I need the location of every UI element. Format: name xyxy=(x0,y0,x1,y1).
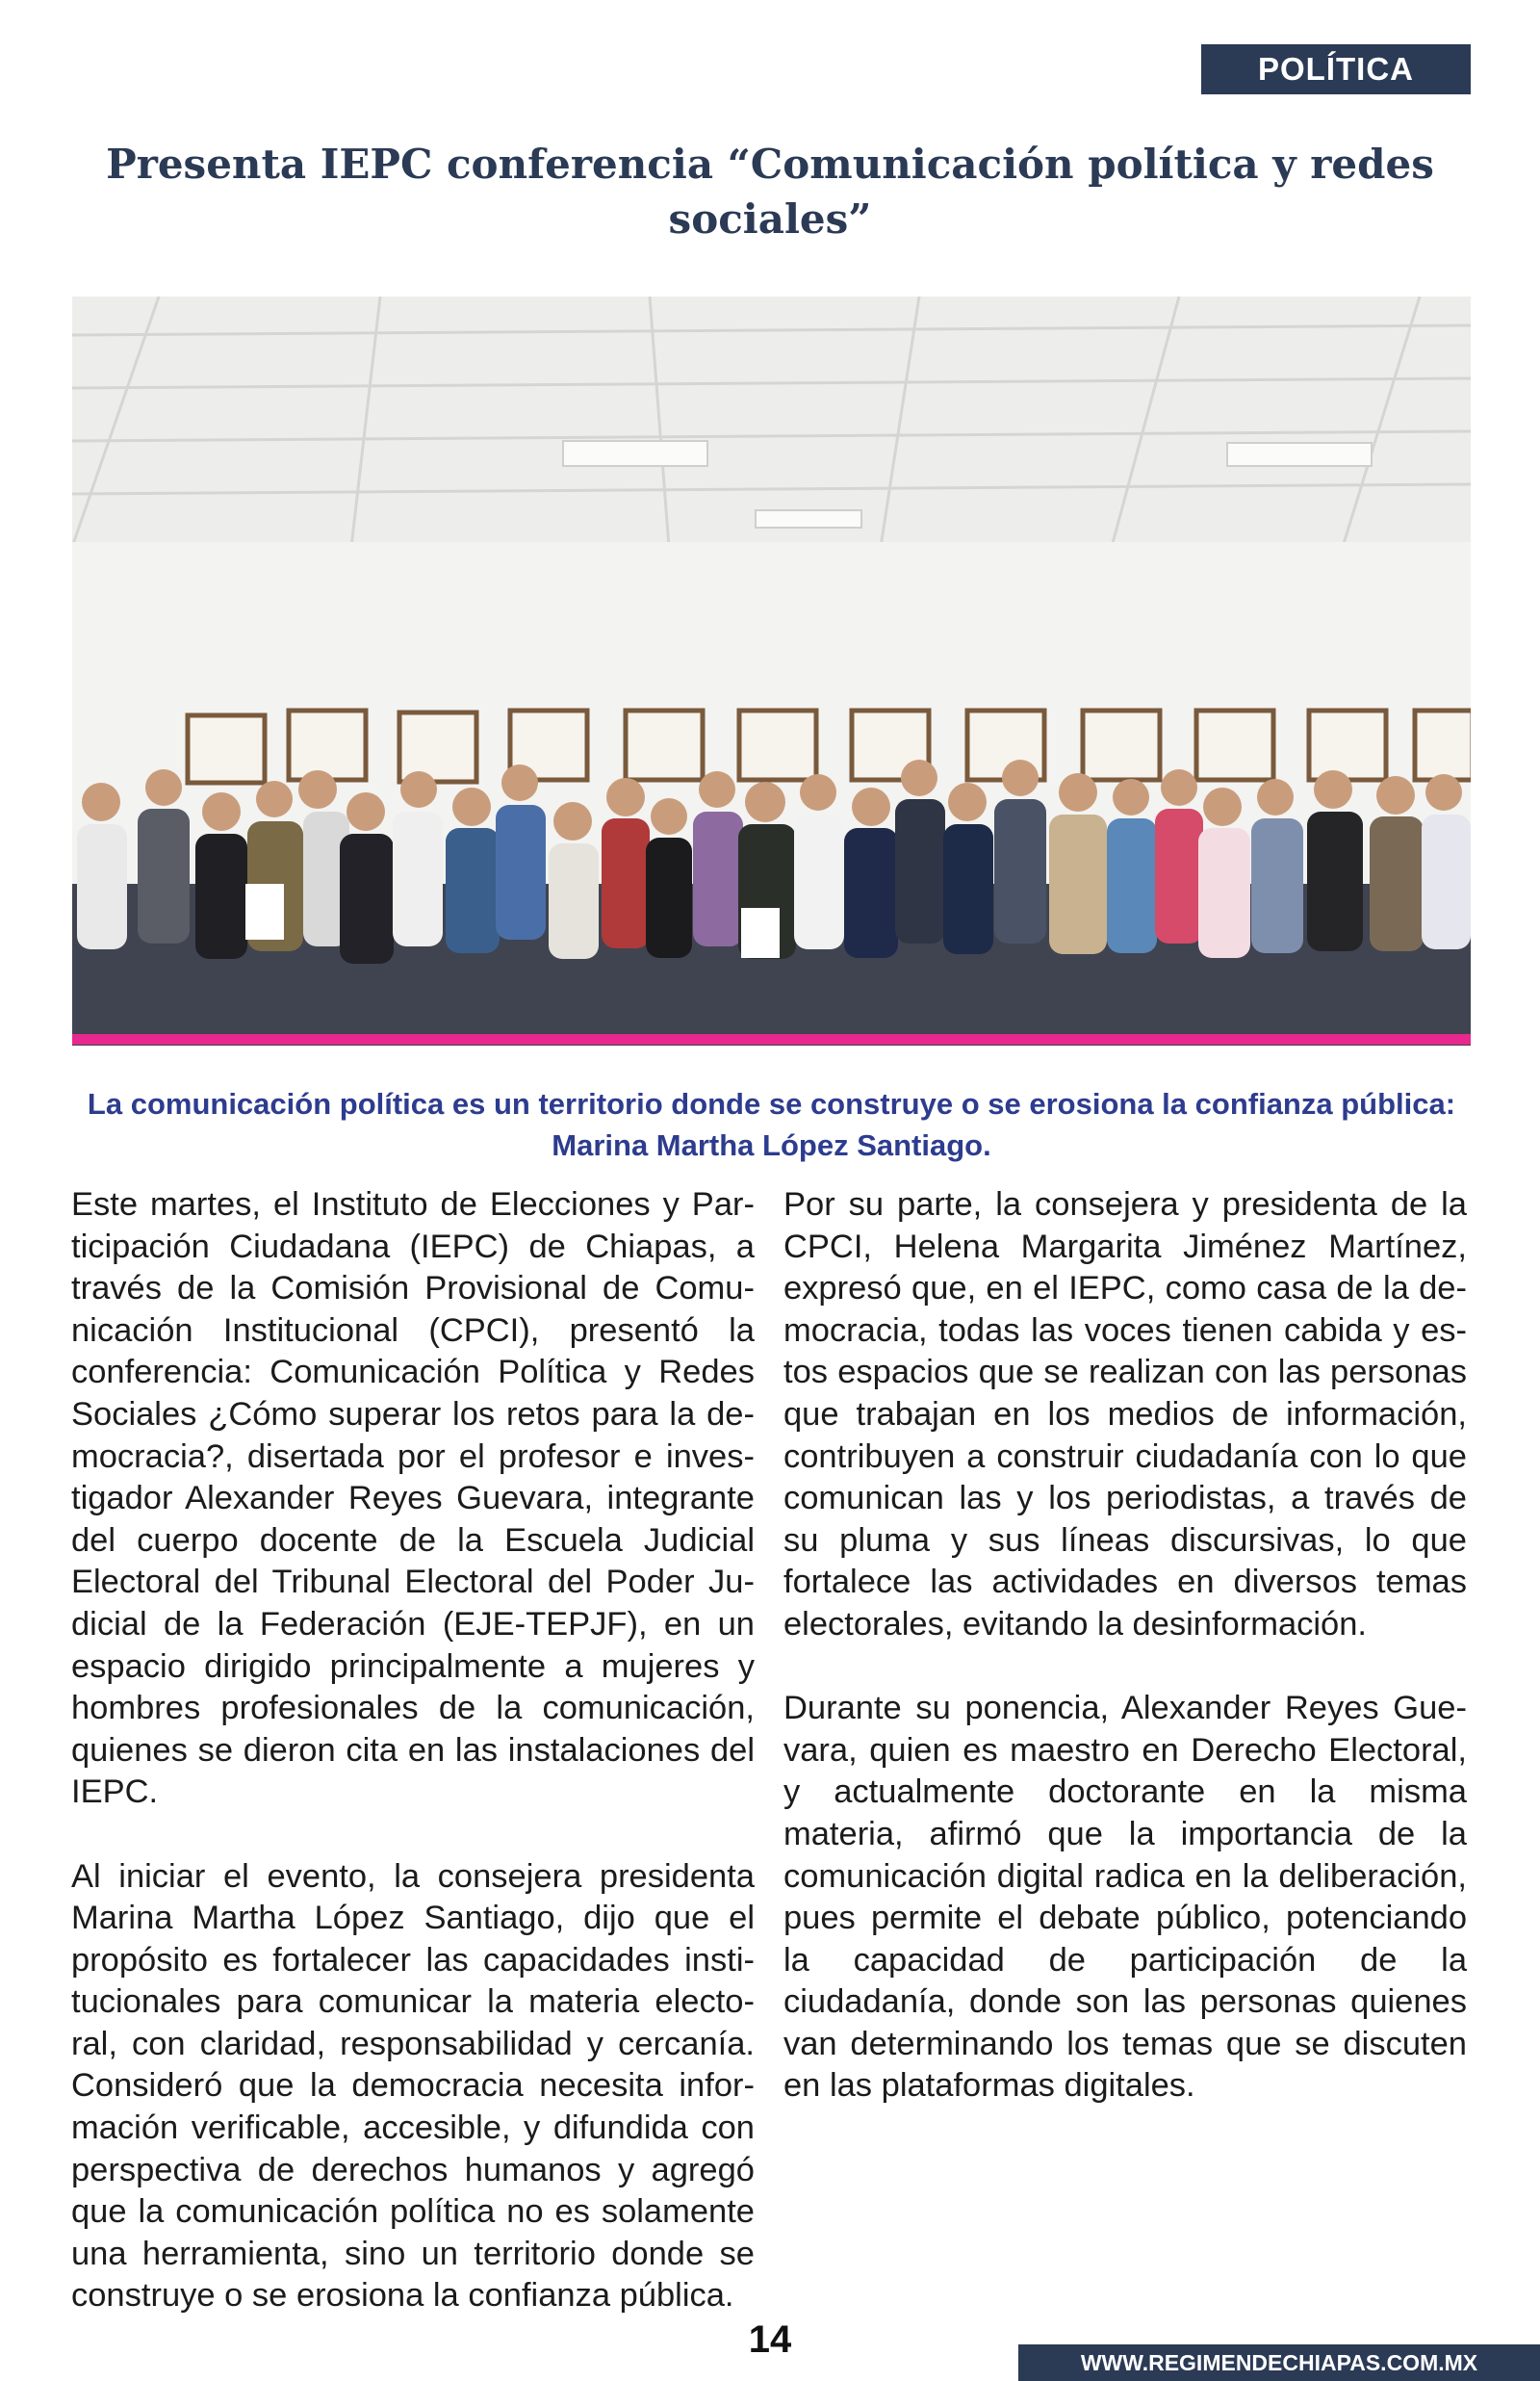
page-number: 14 xyxy=(748,2318,792,2361)
article-title: Presenta IEPC conferencia “Comunicación política y redes sociales” xyxy=(106,141,1434,243)
photo-caption: La comunicación política es un territorio donde se construye o se erosiona la confianza pública: Marina Martha López Santiago. xyxy=(87,1087,1456,1162)
section-tag: POLÍTICA xyxy=(1201,44,1471,94)
article-column-right xyxy=(783,1184,1467,2150)
article-paragraph: Durante su ponencia, Alexander Reyes Guevara, quien es maestro en Derecho Electoral, y actualmente doctorante en la misma materia, afirmó que la importancia de la comunicación digital radica en la deliberación, pues permite el debate público, potenciando la capacidad de participación de la ciudadanía, donde son las personas quienes van determinando los temas que se discuten en las plataformas digitales. xyxy=(783,1690,1467,2105)
group-photo xyxy=(72,297,1471,1046)
website-link[interactable]: WWW.REGIMENDECHIAPAS.COM.MX xyxy=(1018,2344,1540,2381)
photo-accent-bar xyxy=(72,1034,1471,1045)
article-column-left xyxy=(71,1184,755,2360)
article-paragraph: Al iniciar el evento, la consejera presidenta Marina Martha López Santiago, dijo que el propósito es fortalecer las capacidades institucionales para comunicar la materia electoral, con claridad, responsabilidad y cercanía. Consideró que la democracia necesita información verificable, accesible, y difundida con perspectiva de derechos humanos y agregó que la comunicación política no es solamente una herramienta, sino un territorio donde se construye o se erosiona la confianza pública. xyxy=(71,1857,755,2315)
article-paragraph: Este martes, el Instituto de Elecciones y Participación Ciudadana (IEPC) de Chiapas, a través de la Comisión Provisional de Comunicación Institucional (CPCI), presentó la conferencia: Comunicación Política y Redes Sociales ¿Cómo superar los retos para la democracia?, disertada por el profesor e investigador Alexander Reyes Guevara, integrante del cuerpo docente de la Escuela Judicial Electoral del Tribunal Electoral del Poder Judicial de la Federación (EJE-TEPJF), en un espacio dirigido principalmente a mujeres y hombres profesionales de la comunicación, quienes se dieron cita en las instalaciones del IEPC. xyxy=(71,1186,755,1811)
article-paragraph: Por su parte, la consejera y presidenta de la CPCI, Helena Margarita Jiménez Martínez, expresó que, en el IEPC, como casa de la democracia, todas las voces tienen cabida y estos espacios que se realizan con las personas que trabajan en los medios de información, contribuyen a construir ciudadanía con lo que comunican las y los periodistas, a través de su pluma y sus líneas discursivas, lo que fortalece las actividades en diversos temas electorales, evitando la desinformación. xyxy=(783,1186,1467,1643)
